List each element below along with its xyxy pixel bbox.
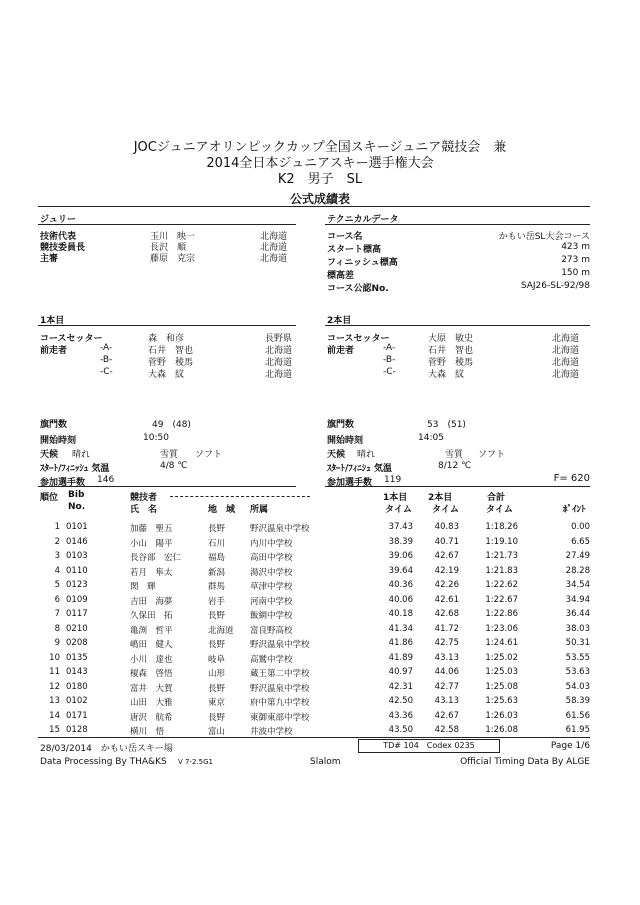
points-cell: 38.03 (565, 623, 590, 634)
rank-cell: 4 (54, 565, 60, 576)
run2-time-cell: 42.77 (434, 681, 459, 692)
run1-gates-label: 旗門数 (40, 420, 68, 430)
table-row (0, 682, 640, 697)
total-time-cell: 1:25.02 (485, 652, 518, 663)
name-cell: 山田 大雅 (130, 698, 173, 708)
region-cell: 長野 (208, 683, 226, 694)
bib-cell: 0208 (66, 638, 88, 648)
forerunner-prefecture: 北海道 (552, 346, 580, 356)
total-time-cell: 1:18.26 (485, 522, 518, 532)
table-row (0, 551, 640, 566)
club-cell: 富良野高校 (250, 625, 293, 636)
page-number: Page 1/6 (550, 741, 590, 751)
name-cell: 吉田 海夢 (130, 596, 173, 607)
tech-label: 標高差 (327, 271, 355, 281)
run1-setter-pref: 長野県 (265, 334, 293, 344)
region-cell: 新潟 (208, 567, 226, 578)
club-cell: 蔵王第二中学校 (250, 669, 310, 679)
region-cell: 岐阜 (208, 654, 226, 665)
table-row (0, 537, 640, 552)
forerunner-prefecture: 北海道 (552, 370, 580, 380)
run1-entrants-label: 参加選手数 (40, 478, 86, 488)
run2-start-label: 開始時刻 (327, 436, 364, 446)
run2-time-cell: 42.68 (434, 609, 459, 619)
bib-cell: 0143 (66, 667, 88, 677)
run1-entrants: 146 (97, 475, 115, 485)
rank-cell: 15 (49, 725, 60, 735)
rank-cell: 13 (49, 696, 60, 706)
col-competitor: 競技者 (130, 493, 158, 503)
run1-time-cell: 40.36 (388, 580, 413, 590)
name-cell: 若月 隼太 (130, 567, 173, 578)
run2-setter-pref: 北海道 (552, 334, 580, 344)
club-cell: 河南中学校 (250, 596, 293, 607)
forerunner-code: -A- (383, 343, 396, 353)
run2-time-cell: 43.13 (434, 696, 459, 706)
name-cell: 小川 達也 (130, 654, 173, 665)
run1-time-cell: 40.18 (388, 609, 413, 619)
forerunner-name: 菅野 稜馬 (148, 358, 194, 368)
name-cell: 加藤 聖五 (130, 524, 173, 534)
jury-name: 藤原 克宗 (150, 254, 196, 264)
name-cell: 榎森 啓悟 (130, 669, 173, 679)
total-time-cell: 1:22.62 (485, 580, 518, 590)
total-time-cell: 1:25.03 (485, 667, 518, 677)
run2-heading: 2本目 (327, 316, 352, 326)
divider (38, 325, 296, 326)
points-cell: 54.03 (565, 681, 590, 692)
tech-value: かもい岳SL大会コース (498, 232, 590, 242)
run1-temp-label: ｽﾀｰﾄ/ﾌｨﾆｯｼｭ 気温 (40, 464, 110, 474)
divider (170, 496, 310, 497)
name-cell: 長谷部 宏仁 (130, 553, 182, 563)
club-cell: 湯沢中学校 (250, 567, 293, 578)
run2-time-cell: 42.58 (434, 725, 459, 735)
rank-cell: 11 (49, 667, 60, 677)
points-cell: 53.63 (565, 667, 590, 677)
run2-time-cell: 40.71 (434, 536, 459, 547)
col-time2: タイム (432, 505, 459, 515)
col-run2: 2本目 (428, 493, 453, 503)
bib-cell: 0110 (66, 565, 88, 576)
club-cell: 井波中学校 (250, 727, 293, 737)
tech-label: フィニッシュ標高 (327, 258, 398, 268)
event-category: K2 男子 SL (277, 172, 363, 187)
run1-time-cell: 39.06 (388, 551, 413, 561)
jury-role: 技術代表 (40, 232, 77, 242)
rank-cell: 1 (54, 522, 60, 532)
tech-value: SAJ26-SL-92/98 (520, 281, 590, 291)
run2-time-cell: 42.61 (434, 594, 459, 605)
run1-time-cell: 41.34 (388, 623, 413, 634)
points-cell: 28.28 (565, 565, 590, 576)
run2-setter-label: コースセッター (327, 334, 390, 344)
table-row (0, 595, 640, 610)
run2-temp: 8/12 ℃ (438, 461, 472, 471)
jury-role: 主審 (40, 254, 59, 264)
technical-data-heading: テクニカルデータ (327, 215, 399, 225)
name-cell: 亀渕 哲平 (130, 625, 173, 636)
divider (325, 486, 590, 487)
rank-cell: 10 (49, 652, 60, 663)
total-time-cell: 1:21.73 (485, 551, 518, 561)
software-version: V 7-2.5G1 (178, 758, 214, 766)
points-cell: 61.95 (565, 725, 590, 735)
tech-label: コース公認No. (327, 284, 389, 294)
points-cell: 61.56 (565, 710, 590, 721)
name-cell: 横川 悟 (130, 727, 165, 737)
forerunner-code: -A- (100, 343, 113, 353)
tech-value: 273 m (561, 255, 590, 265)
bib-cell: 0128 (66, 725, 88, 735)
bib-cell: 0180 (66, 681, 88, 692)
table-row (0, 580, 640, 595)
bib-cell: 0146 (66, 536, 88, 547)
col-bib: Bib (68, 490, 85, 500)
bib-cell: 0117 (66, 609, 88, 619)
total-time-cell: 1:26.08 (485, 725, 518, 735)
points-cell: 27.49 (565, 551, 590, 561)
run1-time-cell: 40.97 (388, 667, 413, 677)
event-title-line2: 2014全日本ジュニアスキー選手権大会 (206, 156, 434, 171)
table-row (0, 667, 640, 682)
total-time-cell: 1:25.63 (485, 696, 518, 706)
club-cell: 高田中学校 (250, 553, 293, 563)
col-time1: タイム (385, 505, 412, 515)
run2-weather: 晴れ (357, 450, 376, 460)
name-cell: 嶋田 健人 (130, 640, 173, 650)
points-cell: 6.65 (571, 536, 590, 547)
name-cell: 久保田 拓 (130, 611, 173, 621)
col-no: No. (68, 502, 86, 512)
run1-time-cell: 41.89 (388, 652, 413, 663)
run2-time-cell: 41.72 (434, 623, 459, 634)
table-row (0, 711, 640, 726)
run2-start: 14:05 (418, 433, 444, 443)
jury-prefecture: 北海道 (260, 254, 288, 264)
run1-start: 10:50 (143, 433, 169, 443)
rank-cell: 6 (54, 594, 60, 605)
divider (38, 206, 590, 207)
run1-time-cell: 38.39 (388, 536, 413, 547)
bib-cell: 0109 (66, 594, 88, 605)
jury-prefecture: 北海道 (260, 232, 288, 242)
codes-box: TD# 104 Codex 0235 (358, 739, 500, 753)
club-cell: 野沢温泉中学校 (250, 524, 310, 534)
run1-heading: 1本目 (40, 316, 65, 326)
col-rank: 順位 (40, 493, 59, 503)
col-org: 所属 (250, 505, 269, 515)
discipline: Slalom (310, 757, 341, 767)
rank-cell: 2 (54, 536, 60, 547)
col-name: 氏 名 (130, 505, 158, 515)
forerunner-code: -B- (383, 355, 396, 365)
club-cell: 高鷲中学校 (250, 654, 293, 665)
rank-cell: 12 (49, 681, 60, 692)
club-cell: 東御東部中学校 (250, 712, 310, 723)
data-processing: Data Processing By THA&KS (40, 757, 167, 767)
tech-value: 423 m (561, 242, 590, 252)
forerunner-prefecture: 北海道 (265, 346, 293, 356)
bib-cell: 0102 (66, 696, 88, 706)
bib-cell: 0210 (66, 623, 88, 634)
run2-setter-name: 大原 敏史 (428, 334, 474, 344)
total-time-cell: 1:21.83 (485, 565, 518, 576)
region-cell: 長野 (208, 712, 226, 723)
col-points: ﾎﾟｲﾝﾄ (563, 505, 586, 515)
col-total: 合計 (487, 493, 506, 503)
table-row (0, 522, 640, 537)
points-cell: 34.54 (565, 580, 590, 590)
table-row (0, 638, 640, 653)
divider (38, 224, 296, 225)
bib-cell: 0103 (66, 551, 88, 561)
run2-weather-label: 天候 (327, 450, 346, 460)
region-cell: 福島 (208, 553, 226, 563)
total-time-cell: 1:23.06 (485, 623, 518, 634)
forerunner-prefecture: 北海道 (265, 370, 293, 380)
run2-forerunner-label: 前走者 (327, 346, 355, 356)
run1-setter-label: コースセッター (40, 334, 103, 344)
total-time-cell: 1:26.03 (485, 710, 518, 721)
rank-cell: 14 (49, 710, 60, 721)
name-cell: 富井 大賀 (130, 683, 173, 694)
forerunner-name: 大森 紋 (428, 370, 465, 380)
run1-time-cell: 42.31 (388, 681, 413, 692)
points-cell: 34.94 (565, 594, 590, 605)
table-row (0, 566, 640, 581)
club-cell: 飯網中学校 (250, 611, 293, 621)
run1-setter-name: 森 和彦 (148, 334, 185, 344)
club-cell: 内川中学校 (250, 538, 293, 549)
run2-gates: 53 (51) (427, 420, 466, 430)
run2-time-cell: 44.06 (434, 667, 459, 677)
forerunner-name: 菅野 稜馬 (428, 358, 474, 368)
run2-time-cell: 42.67 (434, 710, 459, 721)
divider (38, 737, 590, 738)
forerunner-name: 石井 智也 (428, 346, 474, 356)
divider (325, 224, 590, 225)
jury-heading: ジュリー (40, 215, 76, 225)
col-time3: タイム (486, 505, 513, 515)
total-time-cell: 1:25.08 (485, 681, 518, 692)
run1-weather-label: 天候 (40, 450, 59, 460)
region-cell: 北海道 (208, 625, 234, 636)
run2-entrants-label: 参加選手数 (327, 478, 373, 488)
bib-cell: 0101 (66, 522, 88, 532)
run1-time-cell: 43.50 (388, 725, 413, 735)
run1-time-cell: 41.86 (388, 638, 413, 648)
run1-weather: 晴れ (72, 450, 91, 460)
name-cell: 唐沢 航希 (130, 712, 173, 723)
rank-cell: 5 (54, 580, 60, 590)
points-cell: 36.44 (565, 609, 590, 619)
total-time-cell: 1:19.10 (485, 536, 518, 547)
run2-snow-label: 雪質 (445, 450, 464, 460)
region-cell: 山形 (208, 669, 226, 679)
region-cell: 東京 (208, 698, 226, 708)
run1-time-cell: 43.36 (388, 710, 413, 721)
club-cell: 野沢温泉中学校 (250, 640, 310, 650)
run2-time-cell: 42.19 (434, 565, 459, 576)
rank-cell: 9 (54, 638, 60, 648)
rank-cell: 3 (54, 551, 60, 561)
club-cell: 野沢温泉中学校 (250, 683, 310, 694)
run1-time-cell: 40.06 (388, 594, 413, 605)
bib-cell: 0123 (66, 580, 88, 590)
run2-time-cell: 42.67 (434, 551, 459, 561)
table-row (0, 653, 640, 668)
total-time-cell: 1:22.86 (485, 609, 518, 619)
tech-value: 150 m (561, 268, 590, 278)
rank-cell: 8 (54, 623, 60, 634)
club-cell: 草津中学校 (250, 582, 293, 592)
forerunner-name: 大森 紋 (148, 370, 185, 380)
name-cell: 関 輝 (130, 582, 156, 592)
f-value: F= 620 (553, 473, 590, 484)
tech-label: コース名 (327, 232, 363, 242)
points-cell: 0.00 (571, 522, 590, 532)
name-cell: 小山 陽平 (130, 538, 173, 549)
region-cell: 石川 (208, 538, 226, 549)
points-cell: 58.39 (565, 696, 590, 706)
forerunner-code: -B- (100, 355, 113, 365)
run2-entrants: 119 (384, 475, 402, 485)
col-run1: 1本目 (383, 493, 408, 503)
tech-label: スタート標高 (327, 245, 382, 255)
divider (325, 325, 590, 326)
forerunner-code: -C- (100, 367, 113, 377)
bib-cell: 0135 (66, 652, 88, 663)
run2-temp-label: ｽﾀｰﾄ/ﾌｨﾆｼｭ 気温 (327, 464, 392, 474)
forerunner-name: 石井 智也 (148, 346, 194, 356)
table-row (0, 696, 640, 711)
points-cell: 50.31 (565, 638, 590, 648)
club-cell: 府中第九中学校 (250, 698, 310, 708)
region-cell: 群馬 (208, 582, 226, 592)
run1-forerunner-label: 前走者 (40, 346, 68, 356)
divider (38, 486, 296, 487)
total-time-cell: 1:22.67 (485, 594, 518, 605)
run1-time-cell: 37.43 (388, 522, 413, 532)
run2-time-cell: 42.75 (434, 638, 459, 648)
event-title-line1: JOCジュニアオリンピックカップ全国スキージュニア競技会 兼 (133, 140, 507, 155)
points-cell: 53.55 (565, 652, 590, 663)
rank-cell: 7 (54, 609, 60, 619)
run1-start-label: 開始時刻 (40, 436, 77, 446)
region-cell: 長野 (208, 611, 226, 621)
col-region: 地 域 (208, 505, 236, 515)
jury-prefecture: 北海道 (260, 243, 288, 253)
date-venue: 28/03/2014 かもい岳スキー場 (40, 744, 173, 754)
region-cell: 長野 (208, 524, 226, 534)
run1-gates: 49 (48) (152, 420, 191, 430)
run2-time-cell: 42.26 (434, 580, 459, 590)
run2-snow: ソフト (478, 450, 506, 460)
region-cell: 長野 (208, 640, 226, 650)
run1-snow-label: 雪質 (160, 450, 179, 460)
run1-temp: 4/8 ℃ (160, 461, 188, 471)
table-row (0, 609, 640, 624)
document-title: 公式成績表 (289, 192, 350, 206)
run1-time-cell: 39.64 (388, 565, 413, 576)
run1-snow: ソフト (195, 450, 223, 460)
table-row (0, 624, 640, 639)
bib-cell: 0171 (66, 710, 88, 721)
run2-gates-label: 旗門数 (327, 420, 355, 430)
total-time-cell: 1:24.61 (485, 638, 518, 648)
region-cell: 富山 (208, 727, 226, 737)
timing-provider: Official Timing Data By ALGE (460, 757, 590, 767)
jury-name: 長沢 順 (150, 243, 187, 253)
run2-time-cell: 40.83 (434, 522, 459, 532)
region-cell: 岩手 (208, 596, 226, 607)
run2-time-cell: 43.13 (434, 652, 459, 663)
forerunner-prefecture: 北海道 (552, 358, 580, 368)
run1-time-cell: 42.50 (388, 696, 413, 706)
forerunner-prefecture: 北海道 (265, 358, 293, 368)
forerunner-code: -C- (383, 367, 396, 377)
jury-name: 玉川 映一 (150, 232, 196, 242)
jury-role: 競技委員長 (40, 243, 86, 253)
